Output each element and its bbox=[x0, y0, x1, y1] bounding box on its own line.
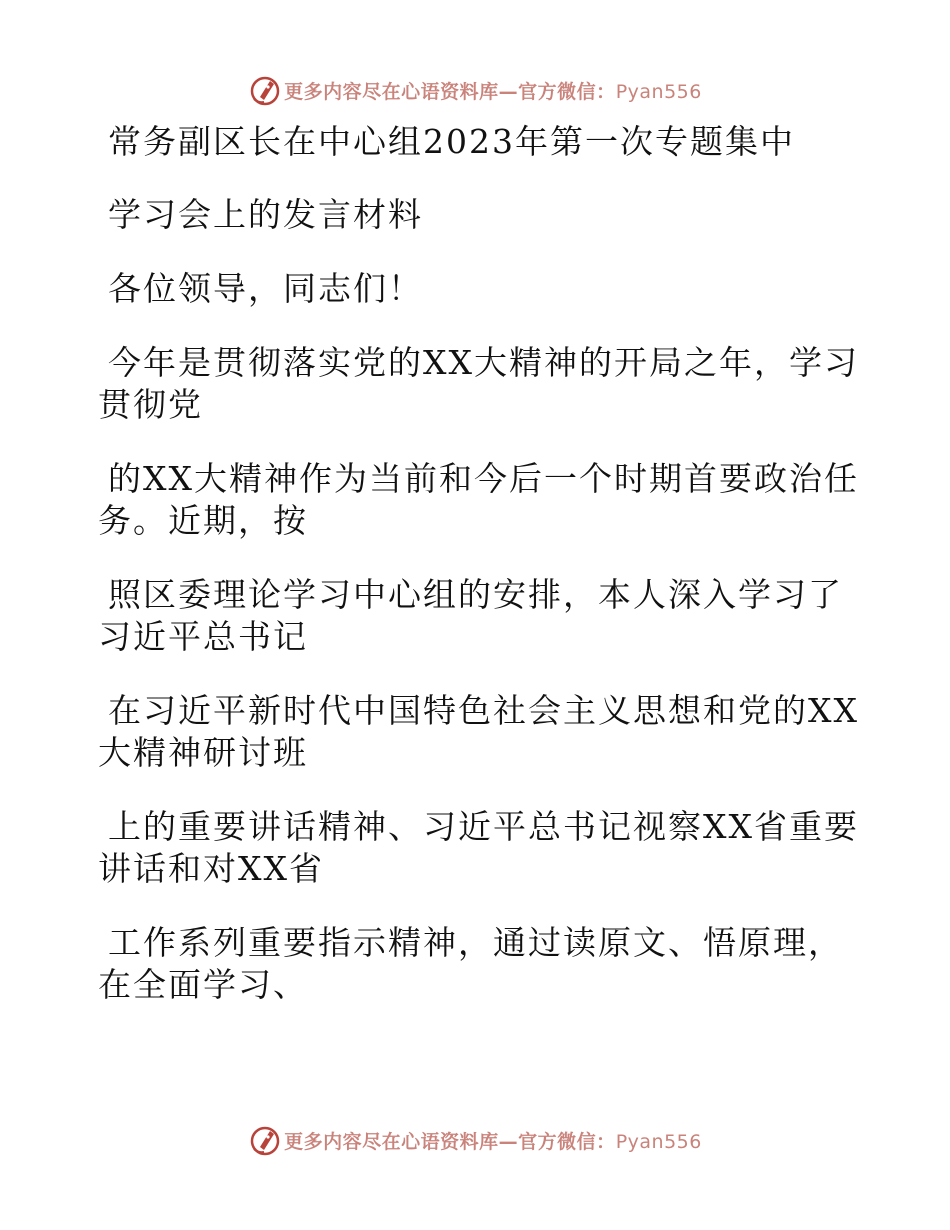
pen-nib-logo-icon bbox=[248, 1123, 282, 1157]
salutation: 各位领导，同志们！ bbox=[108, 269, 423, 308]
document-body bbox=[98, 122, 858, 1005]
pen-nib-logo-icon bbox=[248, 73, 282, 107]
paragraph-line: 讲话和对XX省 bbox=[98, 849, 324, 888]
title-line-1: 常务副区长在中心组2023年第一次专题集中 bbox=[108, 122, 795, 161]
watermark-text: 更多内容尽在心语资料库—官方微信：Pyan556 bbox=[284, 80, 702, 103]
paragraph-line: 务。近期，按 bbox=[98, 501, 308, 540]
paragraph-line: 照区委理论学习中心组的安排，本人深入学习了 bbox=[108, 575, 843, 614]
paragraph-line: 今年是贯彻落实党的XX大精神的开局之年，学习 bbox=[108, 343, 859, 382]
paragraph-line: 贯彻党 bbox=[98, 385, 203, 424]
paragraph-line: 习近平总书记 bbox=[98, 617, 308, 656]
watermark-text: 更多内容尽在心语资料库—官方微信：Pyan556 bbox=[284, 1130, 702, 1153]
paragraph-line: 在习近平新时代中国特色社会主义思想和党的XX bbox=[108, 691, 859, 730]
header-watermark bbox=[0, 70, 950, 110]
footer-watermark bbox=[0, 1120, 950, 1160]
paragraph-line: 在全面学习、 bbox=[98, 965, 308, 1004]
title-line-2: 学习会上的发言材料 bbox=[108, 195, 423, 234]
paragraph-line: 的XX大精神作为当前和今后一个时期首要政治任 bbox=[108, 459, 859, 498]
paragraph-line: 大精神研讨班 bbox=[98, 733, 308, 772]
paragraph-line: 上的重要讲话精神、习近平总书记视察XX省重要 bbox=[108, 807, 859, 846]
paragraph-line: 工作系列重要指示精神，通过读原文、悟原理， bbox=[108, 923, 843, 962]
